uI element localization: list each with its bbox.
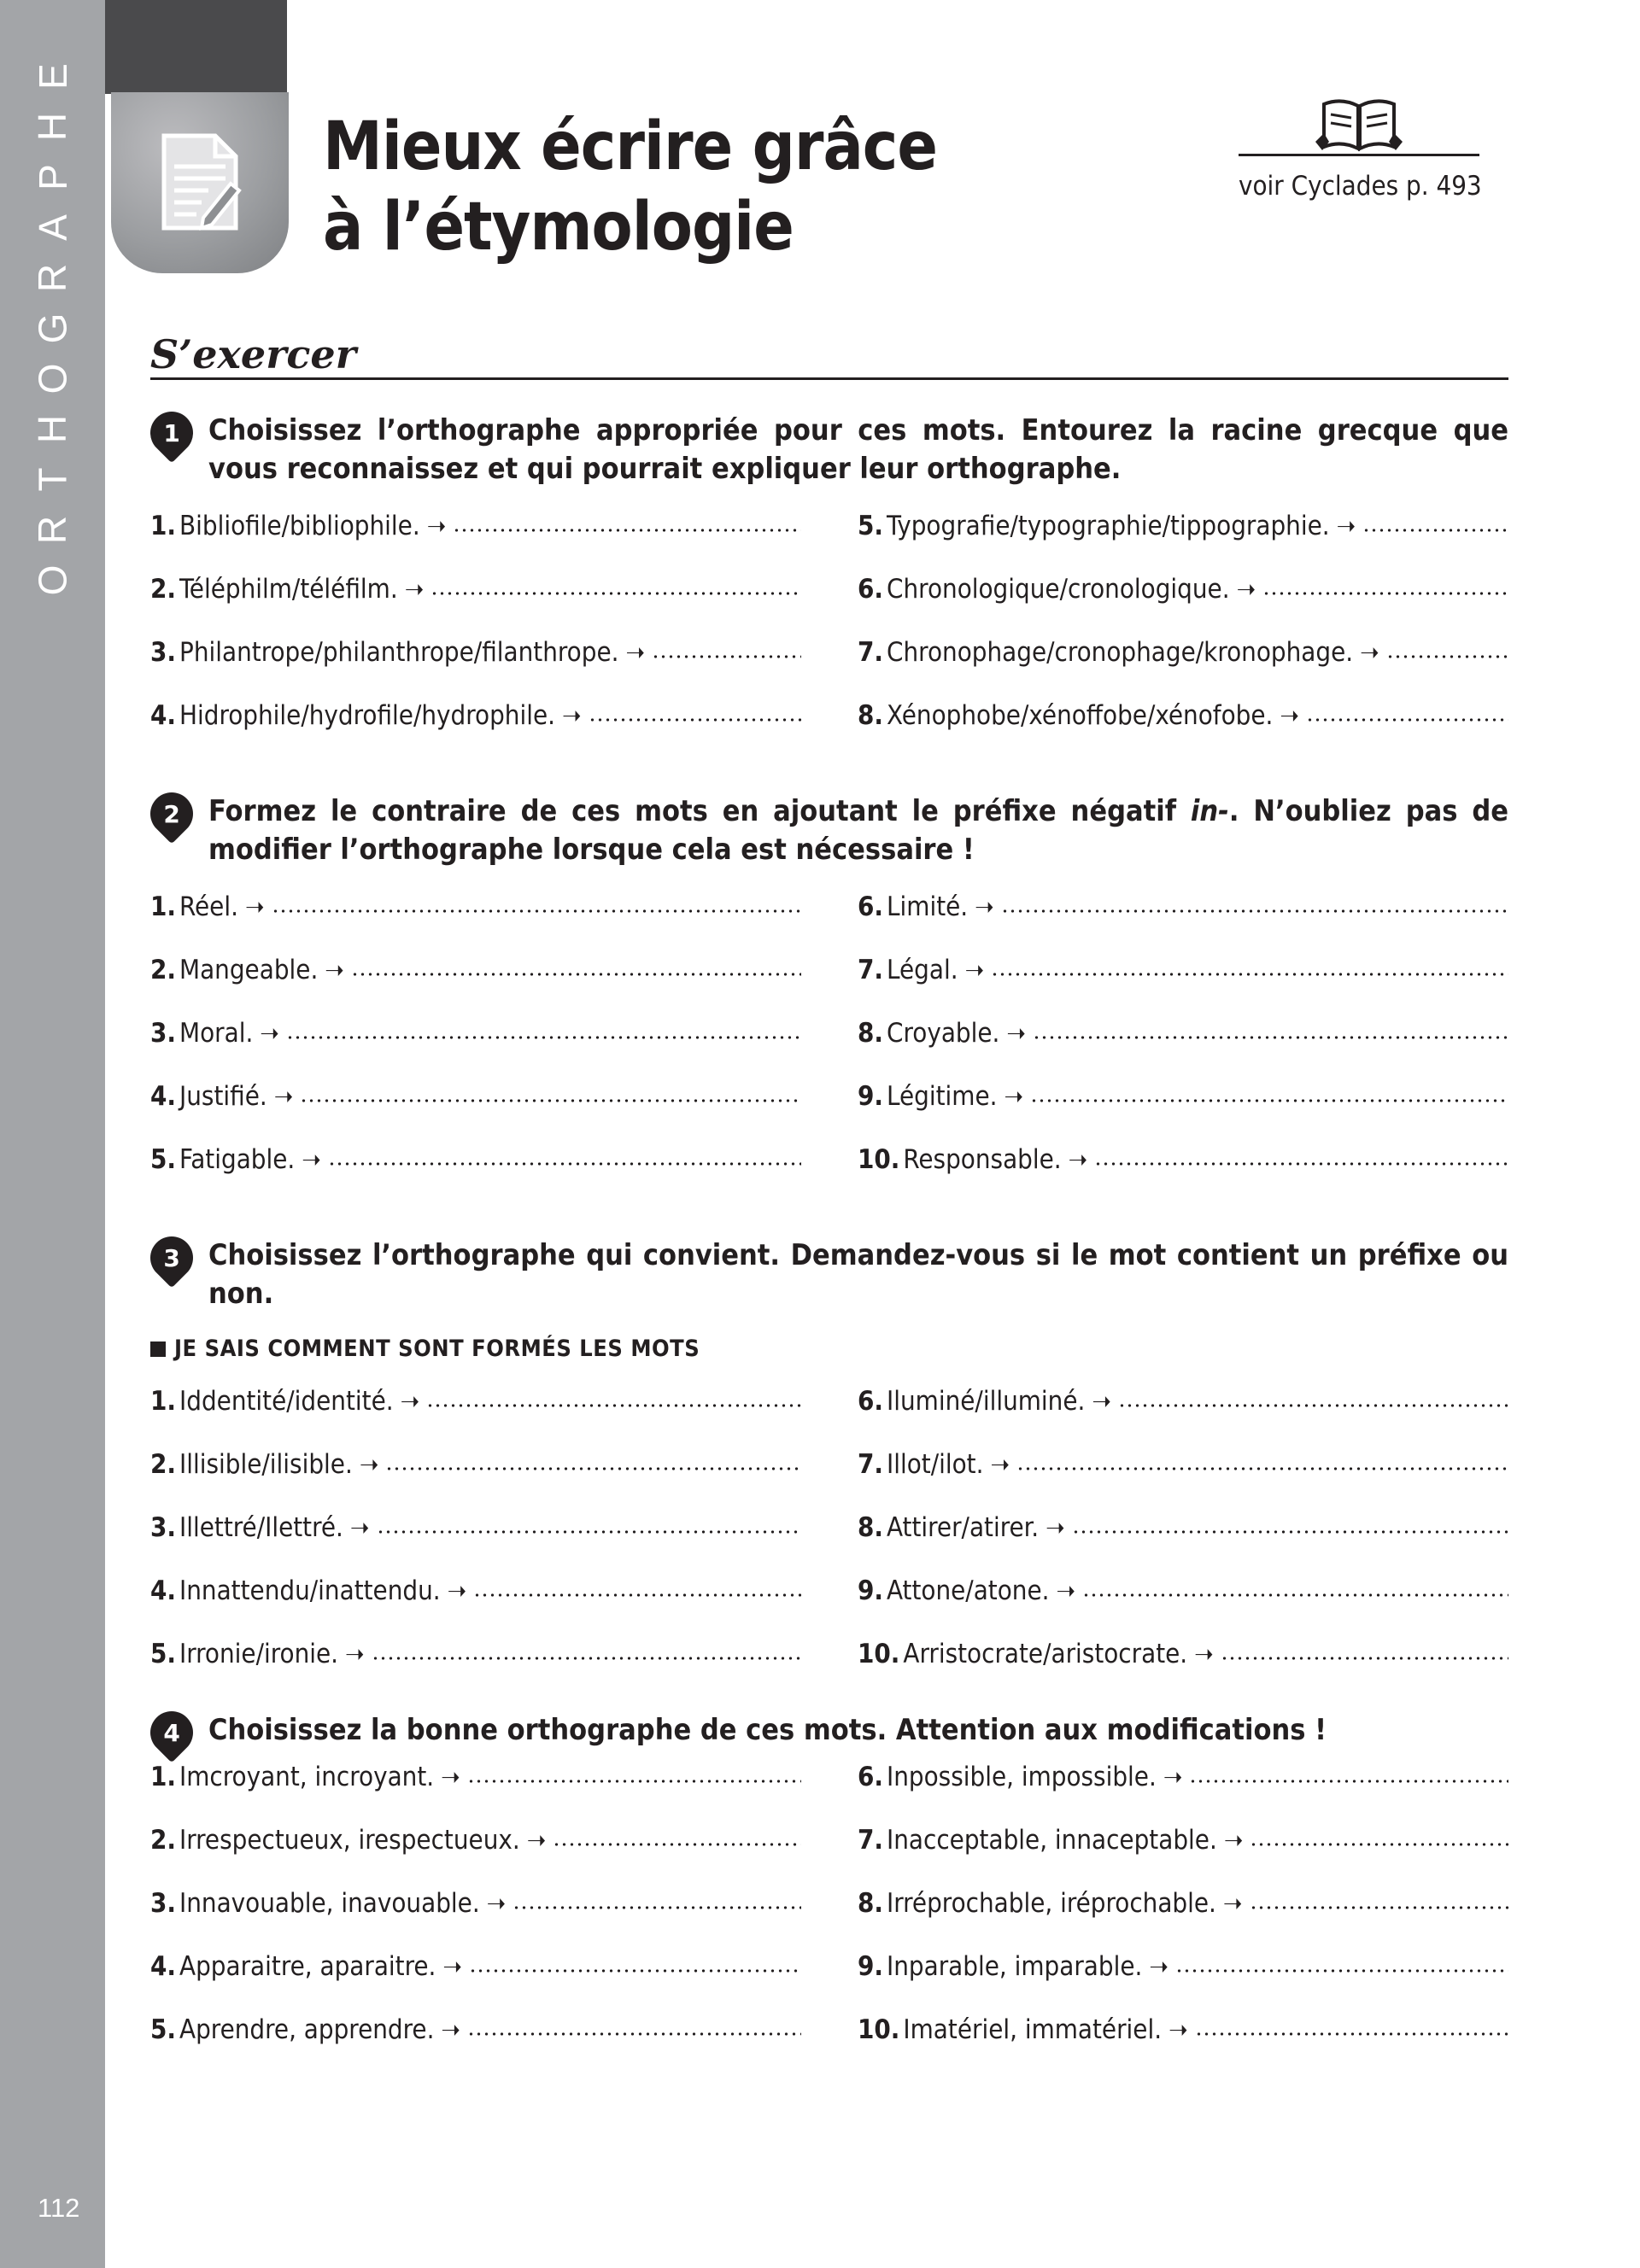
- item-number: 6.: [858, 891, 884, 922]
- exercise-item: [858, 2014, 1508, 2078]
- answer-blank[interactable]: [467, 1779, 801, 1784]
- exercise-instruction: [208, 792, 1508, 869]
- item-text: Xénophobe/xénoffobe/xénofobe.: [887, 700, 1274, 731]
- instruction-part-2: . N’oubliez pas de modifier l’orthographe lorsque cela est nécessaire !: [208, 794, 1508, 867]
- item-text: Chronologique/cronologique.: [887, 574, 1230, 605]
- exercise-item: [150, 1639, 801, 1702]
- item-text: Imatériel, immatériel.: [903, 2014, 1163, 2045]
- answer-blank[interactable]: [272, 909, 801, 914]
- exercise-item: [150, 574, 801, 637]
- answer-blank[interactable]: [1306, 717, 1508, 722]
- arrow-icon: ➝: [1168, 2015, 1188, 2045]
- item-text: Illettré/Ilettré.: [179, 1512, 343, 1543]
- answer-grid: [150, 1762, 1508, 2078]
- arrow-icon: ➝: [400, 1387, 420, 1417]
- exercise-item: [858, 1018, 1508, 1081]
- answer-blank[interactable]: [1001, 909, 1508, 914]
- item-text: Mangeable.: [179, 955, 319, 985]
- exercise-number: 1: [163, 418, 180, 447]
- subheading: [150, 1336, 1508, 1362]
- arrow-icon: ➝: [526, 1826, 547, 1856]
- title-line-1: Mieux écrire grâce: [323, 108, 938, 185]
- exercise-item: [150, 1386, 801, 1449]
- answer-blank[interactable]: [328, 1161, 801, 1166]
- exercise-number: 4: [163, 1718, 180, 1747]
- item-number: 6.: [858, 574, 884, 605]
- arrow-icon: ➝: [442, 1952, 463, 1982]
- sidebar-letter: O: [30, 564, 75, 596]
- answer-blank[interactable]: [1082, 1593, 1508, 1598]
- exercise-instruction: Choisissez la bonne orthographe de ces mots. Attention aux modifications !: [208, 1713, 1327, 1747]
- lesson-badge: [111, 92, 289, 273]
- reading-book-icon: [1312, 92, 1406, 154]
- arrow-icon: ➝: [404, 575, 425, 605]
- item-text: Croyable.: [887, 1018, 1000, 1049]
- answer-grid: [150, 891, 1508, 1207]
- exercise-item: [858, 1386, 1508, 1449]
- item-text: Réel.: [179, 891, 238, 922]
- exercise-item: [150, 511, 801, 574]
- exercise-item: [150, 1144, 801, 1207]
- item-number: 7.: [858, 1449, 884, 1480]
- arrow-icon: ➝: [1222, 1889, 1243, 1919]
- answer-blank[interactable]: [453, 528, 801, 533]
- arrow-icon: ➝: [260, 1019, 279, 1049]
- answer-blank[interactable]: [1118, 1403, 1508, 1408]
- section-rule: [150, 377, 1508, 380]
- item-number: 9.: [858, 1575, 884, 1606]
- item-text: Aprendre, apprendre.: [179, 2014, 435, 2045]
- item-text: Irrespectueux, irespectueux.: [179, 1825, 520, 1856]
- exercise-item: [150, 1081, 801, 1144]
- sidebar-letter: A: [30, 214, 75, 241]
- item-number: 8.: [858, 1018, 884, 1049]
- exercise-4: [150, 1711, 1508, 2078]
- arrow-icon: ➝: [1336, 511, 1356, 541]
- arrow-icon: ➝: [447, 1576, 467, 1606]
- arrow-icon: ➝: [273, 1082, 294, 1112]
- reference-text: voir Cyclades p. 493: [1239, 171, 1482, 202]
- exercise-item: [858, 1144, 1508, 1207]
- exercise-instruction: Choisissez l’orthographe qui convient. Demandez-vous si le mot contient un préfixe ou non.: [208, 1238, 1508, 1311]
- exercise-number: 3: [163, 1243, 180, 1272]
- title-line-2: à l’étymologie: [323, 189, 794, 266]
- item-number: 6.: [858, 1762, 884, 1792]
- answer-blank[interactable]: [652, 654, 801, 659]
- answer-blank[interactable]: [1175, 1968, 1508, 1973]
- item-text: Imcroyant, incroyant.: [179, 1762, 435, 1792]
- arrow-icon: ➝: [1223, 1826, 1244, 1856]
- item-text: Iluminé/illuminé.: [887, 1386, 1086, 1417]
- item-number: 6.: [858, 1386, 884, 1417]
- item-text: Illot/ilot.: [887, 1449, 984, 1480]
- item-number: 4.: [150, 700, 177, 731]
- item-number: 3.: [150, 1018, 177, 1049]
- item-number: 1.: [150, 1762, 177, 1792]
- item-number: 9.: [858, 1951, 884, 1982]
- item-number: 10.: [858, 2014, 900, 2045]
- answer-blank[interactable]: [385, 1466, 801, 1471]
- exercise-item: [150, 1512, 801, 1575]
- item-text: Moral.: [179, 1018, 254, 1049]
- exercise-item: [150, 700, 801, 763]
- item-number: 5.: [150, 2014, 177, 2045]
- item-text: Inpossible, impossible.: [887, 1762, 1157, 1792]
- item-number: 4.: [150, 1951, 177, 1982]
- answer-blank[interactable]: [1189, 1779, 1508, 1784]
- exercise-item: [858, 1762, 1508, 1825]
- exercise-number: 2: [163, 799, 180, 828]
- item-text: Irronie/ironie.: [179, 1639, 339, 1669]
- answer-blank[interactable]: [1094, 1161, 1508, 1166]
- arrow-icon: ➝: [1068, 1145, 1088, 1175]
- section-title: S’exercer: [150, 331, 356, 377]
- arrow-icon: ➝: [1006, 1019, 1027, 1049]
- answer-blank[interactable]: [589, 717, 801, 722]
- sidebar-letter: R: [30, 263, 75, 293]
- instruction-part-1: Formez le contraire de ces mots en ajoutant le préfixe négatif: [208, 794, 1191, 828]
- sidebar-letter: T: [30, 467, 75, 492]
- answer-blank[interactable]: [1221, 1656, 1508, 1661]
- exercise-instruction: Choisissez l’orthographe appropriée pour ces mots. Entourez la racine grecque que vous reconnaissez et qui pourrait expliquer leur orthographe.: [208, 413, 1508, 486]
- exercise-number-badge: [142, 1228, 202, 1289]
- page-title: [323, 107, 1006, 267]
- item-number: 9.: [858, 1081, 884, 1112]
- exercise-item: [150, 2014, 801, 2078]
- arrow-icon: ➝: [441, 2015, 461, 2045]
- item-text: Arristocrate/aristocrate.: [903, 1639, 1188, 1669]
- item-number: 8.: [858, 1888, 884, 1919]
- arrow-icon: ➝: [325, 956, 344, 985]
- arrow-icon: ➝: [562, 701, 582, 731]
- answer-blank[interactable]: [1195, 2031, 1508, 2037]
- item-number: 2.: [150, 1449, 177, 1480]
- answer-blank[interactable]: [1030, 1098, 1508, 1103]
- exercise-number-badge: [142, 784, 202, 845]
- item-number: 5.: [858, 511, 884, 541]
- sidebar-letter: H: [30, 414, 75, 444]
- arrow-icon: ➝: [990, 1450, 1010, 1480]
- item-number: 7.: [858, 637, 884, 668]
- reference-rule: [1239, 154, 1479, 156]
- item-text: Hidrophile/hydrofile/hydrophile.: [179, 700, 555, 731]
- answer-blank[interactable]: [372, 1656, 801, 1661]
- answer-blank[interactable]: [1262, 591, 1508, 596]
- answer-blank[interactable]: [469, 1968, 801, 1973]
- answer-blank[interactable]: [1250, 1842, 1508, 1847]
- sidebar-letter: H: [30, 112, 75, 142]
- answer-blank[interactable]: [1072, 1529, 1508, 1534]
- square-bullet-icon: [150, 1342, 166, 1357]
- document-pencil-icon: [157, 132, 243, 233]
- arrow-icon: ➝: [1194, 1640, 1214, 1669]
- answer-blank[interactable]: [1386, 654, 1508, 659]
- item-text: Philantrope/philanthrope/filanthrope.: [179, 637, 619, 668]
- sidebar-letter: G: [30, 313, 75, 344]
- arrow-icon: ➝: [426, 511, 447, 541]
- item-number: 10.: [858, 1639, 900, 1669]
- arrow-icon: ➝: [1046, 1513, 1065, 1543]
- exercise-number-badge: [142, 1703, 202, 1763]
- exercise-item: [150, 1762, 801, 1825]
- item-text: Illisible/ilisible.: [179, 1449, 353, 1480]
- item-number: 5.: [150, 1639, 177, 1669]
- answer-blank[interactable]: [1016, 1466, 1508, 1471]
- answer-blank[interactable]: [1362, 528, 1508, 533]
- exercise-header: [150, 1711, 1508, 1750]
- exercise-item: [150, 1888, 801, 1951]
- item-text: Attone/atone.: [887, 1575, 1050, 1606]
- answer-blank[interactable]: [1033, 1035, 1508, 1040]
- item-text: Légitime.: [887, 1081, 998, 1112]
- exercise-item: [150, 1575, 801, 1639]
- answer-blank[interactable]: [351, 972, 801, 977]
- item-number: 1.: [150, 511, 177, 541]
- answer-grid: [150, 511, 1508, 763]
- exercise-item: [150, 1449, 801, 1512]
- arrow-icon: ➝: [441, 1762, 460, 1792]
- arrow-icon: ➝: [1280, 701, 1300, 731]
- answer-blank[interactable]: [300, 1098, 801, 1103]
- item-number: 2.: [150, 574, 177, 605]
- exercise-item: [150, 955, 801, 1018]
- arrow-icon: ➝: [625, 638, 646, 668]
- item-text: Attirer/atirer.: [887, 1512, 1040, 1543]
- instruction-prefix: in-: [1190, 794, 1229, 828]
- exercise-item: [858, 1639, 1508, 1702]
- item-text: Apparaitre, aparaitre.: [179, 1951, 436, 1982]
- header-tab: [105, 0, 287, 94]
- item-text: Inparable, imparable.: [887, 1951, 1143, 1982]
- sidebar-orthographe-label: [20, 51, 85, 605]
- item-number: 10.: [858, 1144, 900, 1175]
- exercise-item: [858, 891, 1508, 955]
- exercise-number-badge: [142, 403, 202, 464]
- exercise-header: [150, 1236, 1508, 1313]
- exercise-3: [150, 1236, 1508, 1702]
- exercise-item: [858, 1951, 1508, 2014]
- item-text: Iddentité/identité.: [179, 1386, 394, 1417]
- exercise-item: [858, 1888, 1508, 1951]
- exercise-item: [858, 511, 1508, 574]
- exercise-item: [150, 1018, 801, 1081]
- exercise-item: [150, 891, 801, 955]
- arrow-icon: ➝: [1163, 1762, 1183, 1792]
- exercise-header: [150, 412, 1508, 488]
- arrow-icon: ➝: [302, 1145, 321, 1175]
- item-number: 3.: [150, 637, 177, 668]
- sidebar-letter: O: [30, 363, 75, 395]
- item-text: Légal.: [887, 955, 958, 985]
- arrow-icon: ➝: [244, 892, 265, 922]
- exercise-item: [150, 1825, 801, 1888]
- item-text: Innattendu/inattendu.: [179, 1575, 441, 1606]
- item-number: 3.: [150, 1888, 177, 1919]
- item-text: Responsable.: [903, 1144, 1062, 1175]
- answer-blank[interactable]: [553, 1842, 801, 1847]
- arrow-icon: ➝: [964, 956, 985, 985]
- arrow-icon: ➝: [1092, 1387, 1112, 1417]
- exercise-item: [858, 1512, 1508, 1575]
- item-number: 5.: [150, 1144, 177, 1175]
- exercise-header: [150, 792, 1508, 869]
- arrow-icon: ➝: [349, 1513, 370, 1543]
- answer-grid: [150, 1386, 1508, 1702]
- exercise-item: [858, 1575, 1508, 1639]
- answer-blank[interactable]: [467, 2031, 801, 2037]
- item-number: 2.: [150, 1825, 177, 1856]
- exercise-item: [858, 1449, 1508, 1512]
- exercise-item: [858, 637, 1508, 700]
- answer-blank[interactable]: [473, 1593, 801, 1598]
- arrow-icon: ➝: [486, 1889, 507, 1919]
- exercise-item: [858, 1825, 1508, 1888]
- arrow-icon: ➝: [1360, 638, 1379, 668]
- exercise-item: [858, 1081, 1508, 1144]
- answer-blank[interactable]: [430, 591, 801, 596]
- item-text: Typografie/typographie/tippographie.: [887, 511, 1330, 541]
- answer-blank[interactable]: [512, 1905, 801, 1910]
- arrow-icon: ➝: [1056, 1576, 1076, 1606]
- subheading-text: JE SAIS COMMENT SONT FORMÉS LES MOTS: [174, 1336, 700, 1362]
- item-text: Bibliofile/bibliophile.: [179, 511, 420, 541]
- sidebar-letter: E: [30, 63, 75, 90]
- exercise-item: [150, 1951, 801, 2014]
- arrow-icon: ➝: [975, 892, 994, 922]
- item-text: Chronophage/cronophage/kronophage.: [887, 637, 1354, 668]
- exercise-1: [150, 412, 1508, 763]
- answer-blank[interactable]: [1250, 1905, 1508, 1910]
- arrow-icon: ➝: [345, 1640, 365, 1669]
- exercise-item: [858, 700, 1508, 763]
- exercise-item: [150, 637, 801, 700]
- reference-box: [1239, 92, 1482, 212]
- sidebar-letter: R: [30, 515, 75, 545]
- item-text: Limité.: [887, 891, 969, 922]
- item-number: 7.: [858, 955, 884, 985]
- item-number: 4.: [150, 1575, 177, 1606]
- sidebar: [0, 0, 105, 2268]
- item-text: Fatigable.: [179, 1144, 296, 1175]
- item-number: 1.: [150, 891, 177, 922]
- arrow-icon: ➝: [1149, 1952, 1168, 1982]
- exercise-2: [150, 792, 1508, 1207]
- page-number: 112: [38, 2193, 80, 2223]
- item-text: Innavouable, inavouable.: [179, 1888, 480, 1919]
- item-number: 7.: [858, 1825, 884, 1856]
- exercise-item: [858, 955, 1508, 1018]
- arrow-icon: ➝: [359, 1450, 379, 1480]
- item-number: 8.: [858, 1512, 884, 1543]
- item-number: 4.: [150, 1081, 177, 1112]
- item-text: Téléphilm/téléfilm.: [179, 574, 398, 605]
- answer-blank[interactable]: [286, 1035, 801, 1040]
- answer-blank[interactable]: [426, 1403, 801, 1408]
- item-text: Inacceptable, innaceptable.: [887, 1825, 1217, 1856]
- sidebar-letter: P: [30, 164, 75, 190]
- answer-blank[interactable]: [991, 972, 1508, 977]
- arrow-icon: ➝: [1004, 1082, 1024, 1112]
- item-number: 1.: [150, 1386, 177, 1417]
- item-number: 3.: [150, 1512, 177, 1543]
- item-text: Irréprochable, iréprochable.: [887, 1888, 1216, 1919]
- exercise-item: [858, 574, 1508, 637]
- item-text: Justifié.: [179, 1081, 267, 1112]
- arrow-icon: ➝: [1236, 575, 1256, 605]
- item-number: 8.: [858, 700, 884, 731]
- item-number: 2.: [150, 955, 177, 985]
- answer-blank[interactable]: [377, 1529, 801, 1534]
